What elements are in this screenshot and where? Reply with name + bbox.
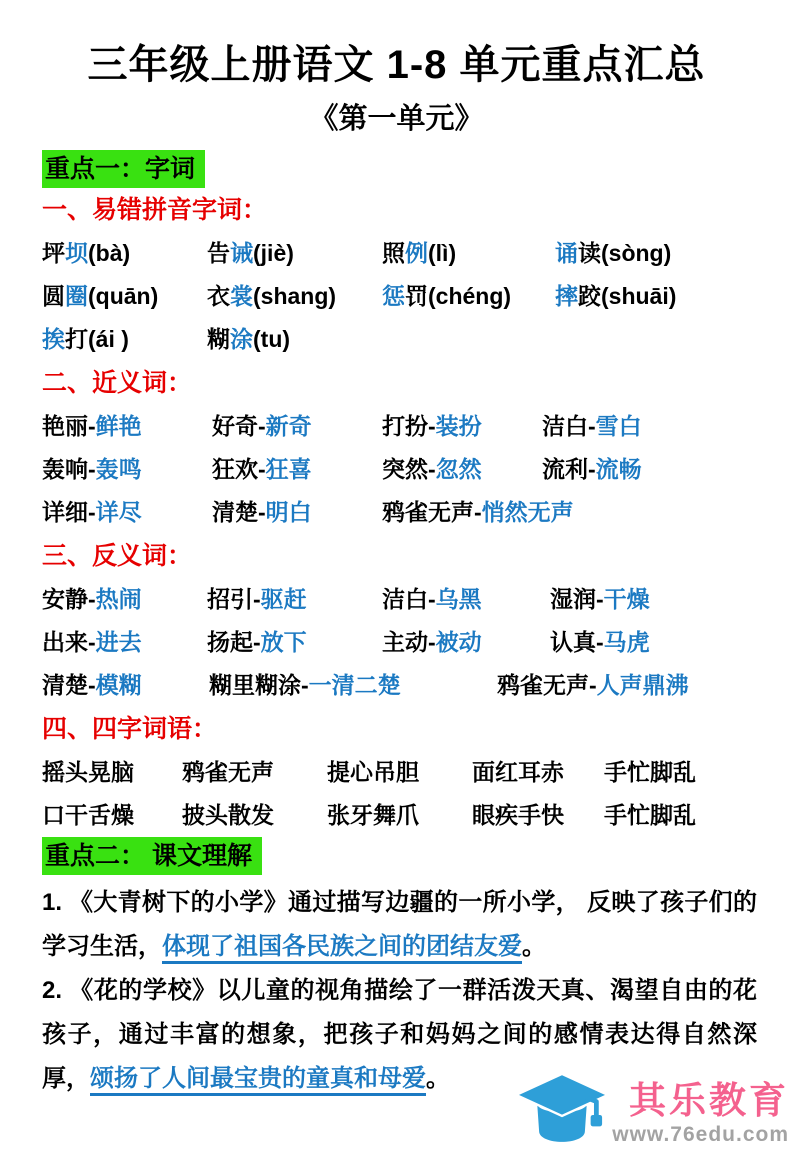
key-word: 驱赶 [260, 586, 307, 612]
word-text: 扬起- [207, 629, 261, 655]
word-text: (jiè) [253, 240, 294, 266]
word-text: 狂欢- [212, 456, 266, 482]
word-text: 张牙舞爪 [327, 802, 419, 828]
vocab-item [207, 275, 382, 318]
word-text: 鸦雀无声- [382, 499, 482, 525]
word-text: (tu) [253, 326, 291, 352]
word-text: 手忙脚乱 [604, 802, 696, 828]
vocab-item [212, 448, 382, 491]
key-word: 干燥 [603, 586, 650, 612]
word-text: 手忙脚乱 [604, 759, 696, 785]
word-text: (lì) [428, 240, 457, 266]
highlight-key-point-1: 重点一：字词 [42, 150, 205, 188]
key-word: 例 [405, 240, 428, 266]
vocab-item [207, 232, 382, 275]
emphasized-phrase: 颂扬了人间最宝贵的童真和母爱 [90, 1065, 426, 1096]
vocab-section-ant [42, 534, 757, 707]
section-title-idioms: 四、四字词语： [42, 715, 218, 743]
word-text: 洁白- [382, 586, 436, 612]
paragraph-text: 1. 《大青树下的小学》通过描写边疆的一所小学， 反映了孩子们的学习生活， [42, 889, 757, 960]
key-word: 圈 [65, 283, 88, 309]
vocab-item [42, 448, 212, 491]
word-text: (shang) [253, 283, 337, 309]
key-word: 惩 [382, 283, 405, 309]
key-word: 乌黑 [435, 586, 482, 612]
vocab-item [42, 621, 207, 664]
vocab-row [42, 578, 757, 621]
word-text: 照 [382, 240, 405, 266]
key-word: 坝 [65, 240, 88, 266]
word-text: 鸦雀无声 [182, 759, 274, 785]
vocab-item [42, 318, 207, 361]
word-text: 安静- [42, 586, 96, 612]
vocab-item [182, 794, 327, 837]
word-text: 坪 [42, 240, 65, 266]
word-text: 好奇- [212, 413, 266, 439]
vocab-item [207, 578, 382, 621]
paragraph-text: 。 [522, 933, 546, 960]
key-word: 裳 [230, 283, 253, 309]
key-word: 详尽 [95, 499, 142, 525]
key-word: 诫 [230, 240, 253, 266]
vocab-row [42, 664, 757, 707]
page-title: 三年级上册语文 1-8 单元重点汇总 [87, 43, 706, 87]
highlight-key-point-2: 重点二： 课文理解 [42, 837, 262, 875]
vocab-item [42, 751, 182, 794]
word-text: 衣 [207, 283, 230, 309]
vocab-item [555, 275, 676, 318]
key-word: 人声鼎沸 [596, 672, 689, 698]
word-text: 圆 [42, 283, 65, 309]
key-word: 忽然 [435, 456, 482, 482]
key-word: 明白 [265, 499, 312, 525]
vocab-item [542, 448, 642, 491]
vocab-item [42, 491, 212, 534]
section-title-syn: 二、近义词： [42, 369, 193, 397]
vocab-item [42, 275, 207, 318]
key-word: 狂喜 [265, 456, 312, 482]
comprehension-paragraphs [42, 881, 757, 1101]
word-text: 详细- [42, 499, 96, 525]
vocab-item [182, 751, 327, 794]
worksheet-content [42, 150, 757, 1101]
vocab-item [42, 664, 209, 707]
vocab-item [382, 448, 542, 491]
word-text: 面红耳赤 [472, 759, 564, 785]
word-text: 鸦雀无声- [497, 672, 597, 698]
vocab-item [207, 621, 382, 664]
key-word: 进去 [95, 629, 142, 655]
vocab-item [550, 621, 650, 664]
key-word: 涂 [230, 326, 253, 352]
key-word: 轰鸣 [95, 456, 142, 482]
word-text: 告 [207, 240, 230, 266]
section-title-pinyin: 一、易错拼音字词： [42, 196, 268, 224]
key-word: 鲜艳 [95, 413, 142, 439]
word-text: 洁白- [542, 413, 596, 439]
vocab-section-syn [42, 361, 757, 534]
vocab-item [382, 578, 550, 621]
vocab-row [42, 621, 757, 664]
logo-brand-name: 其乐教育 [629, 1080, 789, 1121]
vocab-item [472, 794, 604, 837]
vocab-row [42, 275, 757, 318]
key-word: 悄然无声 [481, 499, 574, 525]
vocab-section-idioms [42, 707, 757, 837]
key-word: 一清二楚 [308, 672, 401, 698]
word-text: 出来- [42, 629, 96, 655]
section-title-ant: 三、反义词： [42, 542, 193, 570]
vocab-item [327, 794, 472, 837]
vocab-item [42, 232, 207, 275]
vocab-item [42, 578, 207, 621]
vocab-row [42, 232, 757, 275]
vocab-section-pinyin [42, 188, 757, 361]
key-word: 摔 [555, 283, 578, 309]
vocab-item [42, 405, 212, 448]
paragraph-text: 。 [426, 1065, 450, 1092]
emphasized-phrase: 体现了祖国各民族之间的团结友爱 [162, 933, 522, 964]
vocab-row [42, 794, 757, 837]
vocab-row [42, 318, 757, 361]
vocab-item [382, 621, 550, 664]
vocab-item [472, 751, 604, 794]
vocab-item [212, 405, 382, 448]
word-text: (bà) [88, 240, 131, 266]
word-text: 清楚- [212, 499, 266, 525]
word-text: 眼疾手快 [472, 802, 564, 828]
vocab-item [497, 664, 689, 707]
vocab-row [42, 491, 757, 534]
word-text: 披头散发 [182, 802, 274, 828]
vocab-item [382, 491, 574, 534]
vocab-item [382, 275, 555, 318]
vocab-item [382, 232, 555, 275]
word-text: (quān) [88, 283, 159, 309]
vocab-item [550, 578, 650, 621]
key-word: 新奇 [265, 413, 312, 439]
word-text: 认真- [550, 629, 604, 655]
word-text: 突然- [382, 456, 436, 482]
key-word: 诵 [555, 240, 578, 266]
vocab-item [42, 794, 182, 837]
word-text: 打扮- [382, 413, 436, 439]
logo-url: www.76edu.com [612, 1123, 789, 1146]
word-text: 招引- [207, 586, 261, 612]
word-text: 打(ái ) [65, 326, 129, 352]
word-text: 艳丽- [42, 413, 96, 439]
vocab-item [604, 751, 696, 794]
vocab-item [209, 664, 497, 707]
vocab-item [555, 232, 671, 275]
key-word: 马虎 [603, 629, 650, 655]
logo-text-block [612, 1080, 789, 1148]
key-word: 热闹 [95, 586, 142, 612]
word-text: 糊里糊涂- [209, 672, 309, 698]
word-text: 跤(shuāi) [578, 283, 677, 309]
vocab-row [42, 751, 757, 794]
word-text: 清楚- [42, 672, 96, 698]
word-text: 轰响- [42, 456, 96, 482]
key-word: 模糊 [95, 672, 142, 698]
vocab-item [327, 751, 472, 794]
key-word: 挨 [42, 326, 65, 352]
graduation-cap-icon [514, 1072, 610, 1156]
word-text: 摇头晃脑 [42, 759, 134, 785]
vocab-row [42, 405, 757, 448]
key-word: 装扮 [435, 413, 482, 439]
vocab-item [382, 405, 542, 448]
vocab-item [212, 491, 382, 534]
word-text: 糊 [207, 326, 230, 352]
word-text: 湿润- [550, 586, 604, 612]
comprehension-item [42, 881, 757, 969]
word-text: 读(sòng) [578, 240, 672, 266]
key-word: 流畅 [595, 456, 642, 482]
paragraph-text: 2. 《花的学校》以儿童的视角描绘了一群活泼天真、渴望自由的花孩子，通过丰富的想象，把孩子和妈妈之间的感情表达得自然深厚， [42, 977, 757, 1092]
worksheet-page [0, 40, 793, 1146]
vocab-item [604, 794, 696, 837]
word-text: 流利- [542, 456, 596, 482]
vocab-sections [42, 188, 757, 837]
site-logo [514, 1072, 789, 1156]
page-subtitle: 《第一单元》 [309, 103, 484, 135]
vocab-item [542, 405, 642, 448]
vocab-item [207, 318, 382, 361]
vocab-row [42, 448, 757, 491]
word-text: 口干舌燥 [42, 802, 134, 828]
word-text: 主动- [382, 629, 436, 655]
key-word: 雪白 [595, 413, 642, 439]
key-word: 被动 [435, 629, 482, 655]
word-text: 提心吊胆 [327, 759, 419, 785]
word-text: 罚(chéng) [405, 283, 512, 309]
key-word: 放下 [260, 629, 307, 655]
